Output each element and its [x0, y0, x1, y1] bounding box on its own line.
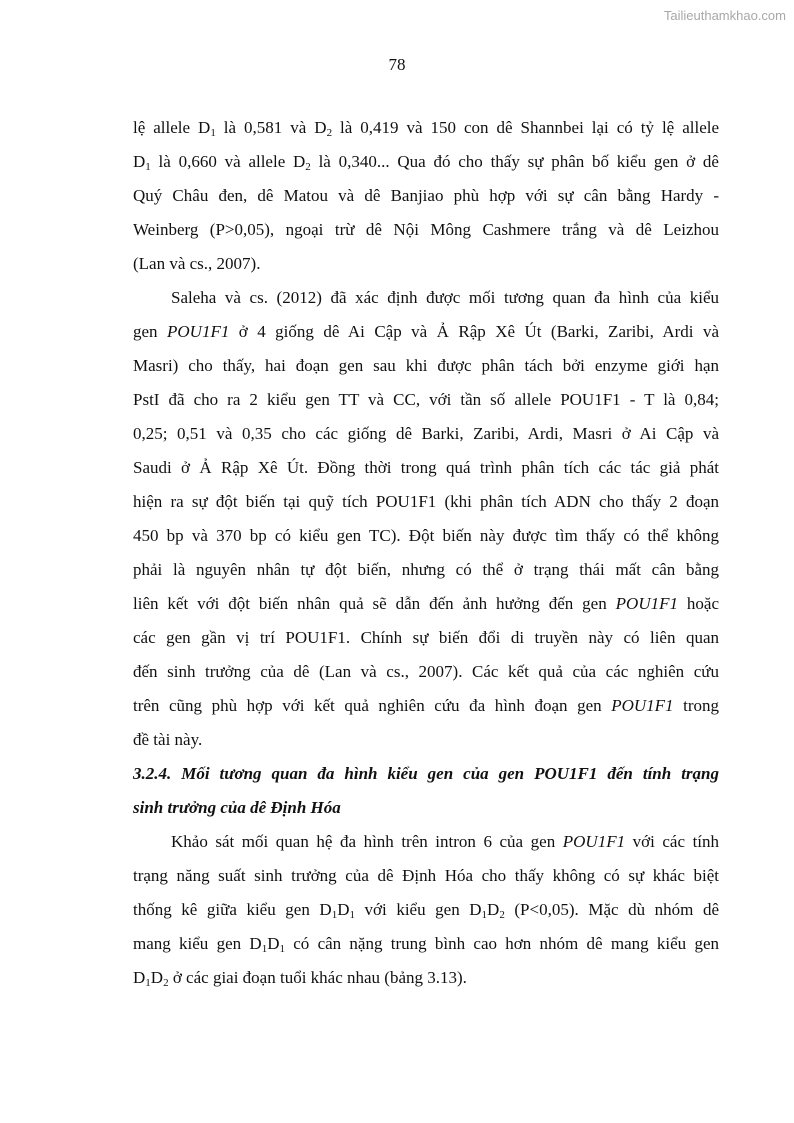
text-line: 450 bp và 370 bp có kiểu gen TC). Đột biến này được tìm thấy có thể không: [133, 526, 719, 545]
text-line: 0,25; 0,51 và 0,35 cho các giống dê Barki, Zaribi, Ardi, Masri ở Ai Cập và: [133, 424, 719, 443]
text-line: Masri) cho thấy, hai đoạn gen sau khi được phân tách bởi enzyme giới hạn: [133, 356, 719, 375]
watermark: Tailieuthamkhao.com: [663, 8, 786, 23]
text-line: đề tài này.: [133, 730, 203, 749]
text-line: (Lan và cs., 2007).: [133, 254, 261, 273]
heading-line: sinh trưởng của dê Định Hóa: [133, 798, 341, 817]
page-number: 78: [388, 55, 406, 74]
page-body: [133, 111, 719, 995]
text-line: gen POU1F1 ở 4 giống dê Ai Cập và Ả Rập Xê Út (Barki, Zaribi, Ardi và: [133, 322, 720, 341]
heading-line: 3.2.4. Mối tương quan đa hình kiểu gen của gen POU1F1 đến tính trạng: [133, 764, 719, 783]
text-line: Khảo sát mối quan hệ đa hình trên intron 6 của gen POU1F1 với các tính: [171, 832, 720, 851]
text-line: PstI đã cho ra 2 kiểu gen TT và CC, với tần số allele POU1F1 - T là 0,84;: [133, 390, 719, 409]
paragraph-saleha-study: [133, 281, 719, 757]
text-line: đến sinh trưởng của dê (Lan và cs., 2007). Các kết quả của các nghiên cứu: [133, 662, 719, 681]
text-line: $D_1D_2$ ở các giai đoạn tuổi khác nhau (bảng 3.13).: [133, 968, 467, 989]
text-line: Saudi ở Ả Rập Xê Út. Đồng thời trong quá trình phân tích các tác giả phát: [133, 458, 719, 477]
text-line: Weinberg (P>0,05), ngoại trừ dê Nội Mông Cashmere trắng và dê Leizhou: [133, 220, 719, 239]
text-line: $D_1$ là 0,660 và allele $D_2$ là 0,340... Qua đó cho thấy sự phân bố kiểu gen ở dê: [133, 152, 719, 173]
text-line: Quý Châu đen, dê Matou và dê Banjiao phù hợp với sự cân bằng Hardy -: [133, 186, 719, 205]
text-line: các gen gần vị trí POU1F1. Chính sự biến đổi di truyền này có liên quan: [133, 628, 719, 647]
text-line: hiện ra sự đột biến tại quỹ tích POU1F1 (khi phân tích ADN cho thấy 2 đoạn: [133, 492, 719, 511]
text-line: trên cũng phù hợp với kết quả nghiên cứu đa hình đoạn gen POU1F1 trong: [133, 696, 719, 715]
section-heading: [133, 757, 719, 825]
text-line: lệ allele $D_1$ là 0,581 và $D_2$ là 0,419 và 150 con dê Shannbei lại có tỷ lệ allele: [133, 118, 720, 139]
text-line: liên kết với đột biến nhân quả sẽ dẫn đến ảnh hưởng đến gen POU1F1 hoặc: [133, 594, 720, 613]
text-line: thống kê giữa kiểu gen $D_1D_1$ với kiểu gen $D_1D_2$ (P<0,05). Mặc dù nhóm dê: [133, 900, 720, 921]
text-line: phải là nguyên nhân tự đột biến, nhưng có thể ở trạng thái mất cân bằng: [133, 560, 719, 579]
paragraph-dinh-hoa-survey: [133, 825, 719, 995]
text-line: Saleha và cs. (2012) đã xác định được mối tương quan đa hình của kiểu: [171, 288, 719, 307]
text-line: trạng năng suất sinh trưởng của dê Định Hóa cho thấy không có sự khác biệt: [133, 866, 719, 885]
paragraph-allele-frequencies: [133, 111, 719, 281]
text-line: mang kiểu gen $D_1D_1$ có cân nặng trung bình cao hơn nhóm dê mang kiểu gen: [133, 934, 719, 955]
